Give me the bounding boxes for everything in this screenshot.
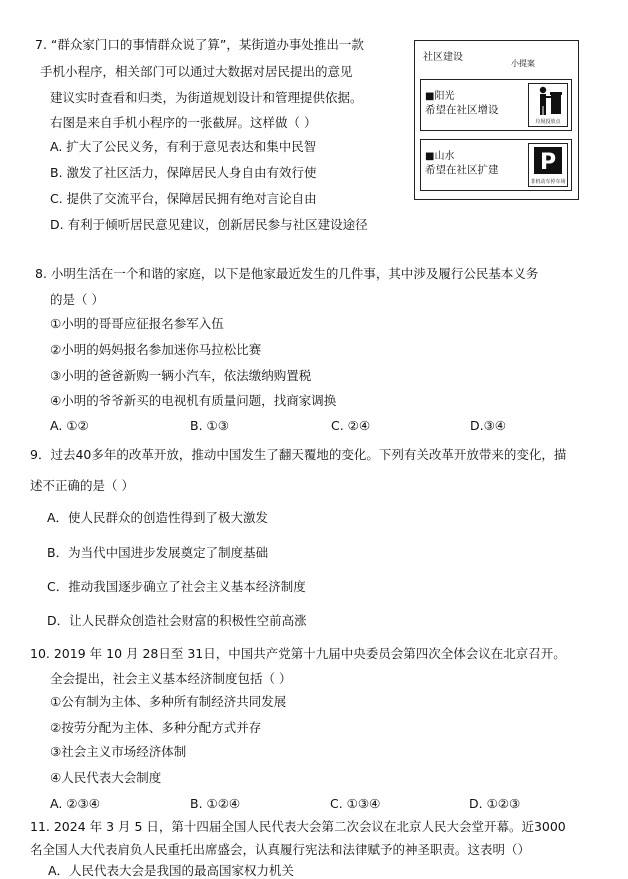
q8-stem-line-1: 8. 小明生活在一个和谐的家庭，以下是他家最近发生的几件事，其中涉及履行公民基本义务: [35, 266, 539, 281]
q8-item-3: ③小明的爸爸新购一辆小汽车，依法缴纳购置税: [50, 368, 312, 383]
q10-stem-line-2: 全会提出，社会主义基本经济制度包括（ ）: [50, 671, 292, 686]
q10-choice-a: A. ②③④: [50, 796, 100, 811]
svg-text:P: P: [539, 150, 557, 175]
q7-option-c: C. 提供了交流平台，保障居民拥有绝对言论自由: [50, 191, 317, 206]
q7-option-d: D. 有利于倾听居民意见建议，创新居民参与社区建设途径: [50, 217, 368, 232]
q9-option-a: A．使人民群众的创造性得到了极大激发: [47, 510, 269, 525]
q10-choice-b: B. ①②④: [190, 796, 241, 811]
q10-item-4: ④人民代表大会制度: [50, 770, 162, 785]
q7-stem-line-2: 手机小程序，相关部门可以通过大数据对居民提出的意见: [40, 64, 353, 79]
q7-option-a: A. 扩大了公民义务，有利于意见表达和集中民智: [50, 139, 317, 154]
q8-item-1: ①小明的哥哥应征报名参军入伍: [50, 316, 224, 331]
q9-option-c: C．推动我国逐步确立了社会主义基本经济制度: [47, 579, 306, 594]
proposal-author: ■山水: [425, 151, 455, 162]
q7-option-b: B. 激发了社区活力，保障居民人身自由有效行使: [50, 165, 317, 180]
trash-bin-caption: 垃圾投放点: [535, 119, 561, 125]
q10-item-2: ②按劳分配为主体、多种分配方式并存: [50, 720, 262, 735]
q9-stem-line-1: 9．过去40多年的改革开放，推动中国发生了翻天覆地的变化。下列有关改革开放带来的变化，描: [30, 447, 567, 462]
parking-icon: [528, 143, 568, 187]
proposal-message: 希望在社区增设: [425, 104, 499, 116]
q11-option-a: A．人民代表大会是我国的最高国家权力机关: [48, 863, 295, 878]
app-screenshot-card: [414, 40, 579, 200]
proposal-author: ■阳光: [425, 91, 455, 102]
q8-stem-line-2: 的是（ ）: [50, 292, 104, 307]
q8-item-4: ④小明的爷爷新买的电视机有质量问题，找商家调换: [50, 393, 337, 408]
parking-caption: 非机动车停车场: [530, 179, 566, 185]
proposal-entry: [420, 79, 572, 131]
q7-stem-line-3: 建议实时查看和归类，为街道规划设计和管理提供依据。: [50, 90, 363, 105]
q8-item-2: ②小明的妈妈报名参加迷你马拉松比赛: [50, 342, 262, 357]
q7-stem-line-4: 右图是来自手机小程序的一张截屏。这样做（ ）: [50, 115, 317, 130]
q10-stem-line-1: 10. 2019 年 10 月 28日至 31日，中国共产党第十九届中央委员会第四次全体会议在北京召开。: [30, 646, 566, 661]
q8-choice-b: B. ①③: [190, 418, 229, 433]
proposal-entry: [420, 139, 572, 191]
q9-stem-line-2: 述不正确的是（ ）: [30, 478, 134, 493]
q8-choice-d: D.③④: [470, 418, 507, 433]
q8-choice-a: A. ①②: [50, 418, 89, 433]
q11-stem-line-1: 11. 2024 年 3 月 5 日，第十四届全国人民代表大会第二次会议在北京人民大会堂开幕。近3000: [30, 819, 566, 834]
card-title: 社区建设: [423, 52, 463, 63]
q9-option-d: D．让人民群众创造社会财富的积极性空前高涨: [47, 613, 307, 628]
q9-option-b: B．为当代中国进步发展奠定了制度基础: [47, 545, 269, 560]
trash-bin-icon: [528, 83, 568, 127]
q11-stem-line-2: 名全国人大代表肩负人民重托出席盛会，认真履行宪法和法律赋予的神圣职责。这表明（）: [30, 842, 531, 857]
q10-choice-d: D. ①②③: [469, 796, 521, 811]
q7-stem-line-1: 7. “群众家门口的事情群众说了算”，某街道办事处推出一款: [35, 37, 364, 52]
user-avatar-icon: ■: [425, 91, 435, 102]
q8-choice-c: C. ②④: [331, 418, 371, 433]
q10-choice-c: C. ①③④: [330, 796, 381, 811]
q10-item-1: ①公有制为主体、多种所有制经济共同发展: [50, 694, 287, 709]
proposal-message: 希望在社区扩建: [425, 164, 499, 176]
user-avatar-icon: ■: [425, 151, 435, 162]
q10-item-3: ③社会主义市场经济体制: [50, 744, 187, 759]
card-subtitle: 小提案: [511, 59, 535, 68]
